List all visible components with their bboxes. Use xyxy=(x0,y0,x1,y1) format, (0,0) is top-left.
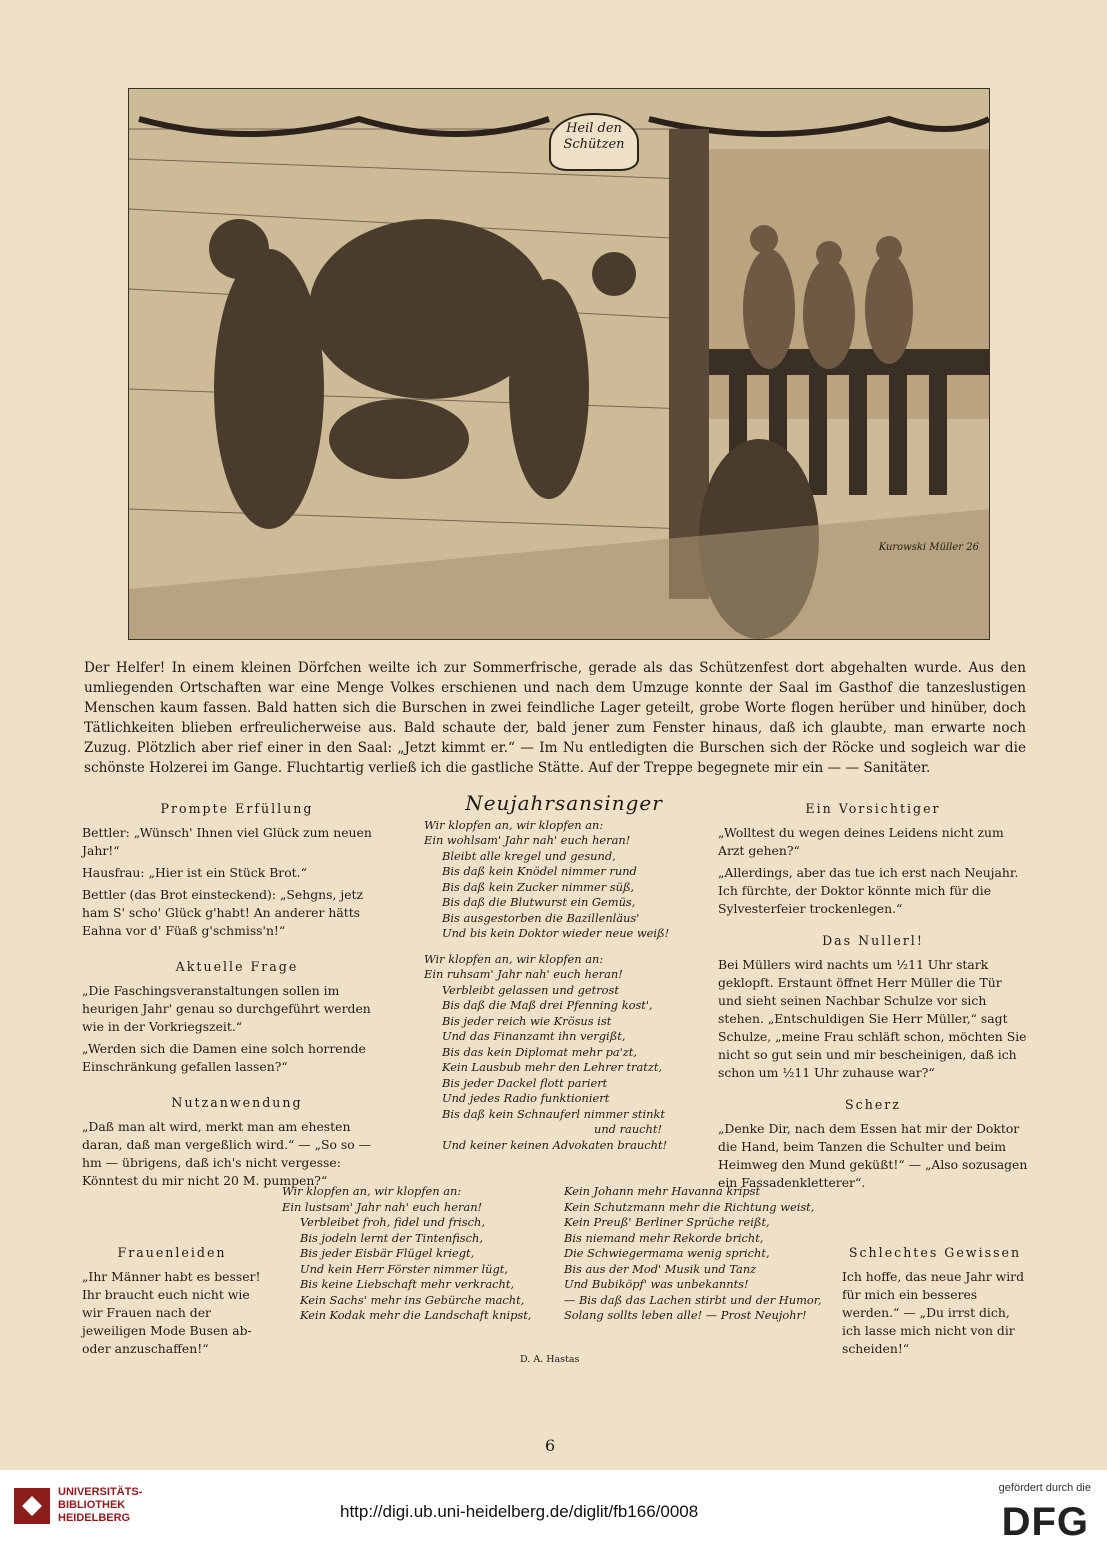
poem-line: Kein Kodak mehr die Landschaft knipst, xyxy=(300,1308,532,1322)
university-library-logo-icon xyxy=(14,1488,50,1524)
paragraph: „Wolltest du wegen deines Leidens nicht zum Arzt gehen?“ xyxy=(718,825,1004,858)
page-number: 6 xyxy=(545,1436,556,1455)
poem-line: Bis jeder Eisbär Flügel kriegt, xyxy=(300,1246,475,1260)
poem-line: Kein Sachs' mehr ins Gebürche macht, xyxy=(300,1292,525,1307)
poem-author: D. A. Hastas xyxy=(520,1354,580,1365)
poem-line: Bis jodeln lernt der Tintenfisch, xyxy=(300,1230,483,1245)
paragraph: Bettler (das Brot einsteckend): „Sehgns, jetz ham S' scho' Glück g'habt! An anderer hätts Eahna vor d' Füaß g'schmiss'n!“ xyxy=(82,887,364,938)
poem-line: Bis jeder Dackel flott pariert xyxy=(442,1075,608,1090)
poem-line: Bleibt alle kregel und gesund, xyxy=(442,848,616,863)
library-name-line: BIBLIOTHEK xyxy=(58,1499,126,1511)
paragraph: Bei Müllers wird nachts um ½11 Uhr stark geklopft. Erstaunt öffnet Herr Müller die Tür und sieht seinen Nachbar Schulze vor sich stehen. „Entschuldigen Sie Herr Müller,“ sagt Schulze, „meine Frau schläft schon, möchten Sie nicht so gut sein und mir bescheinigen, daß ich schon um ½11 Uhr zuhause war?“ xyxy=(718,957,1027,1080)
left-column xyxy=(82,796,392,1194)
illustration xyxy=(128,88,990,640)
poem-line: Bis daß kein Schnauferl nimmer stinkt xyxy=(442,1106,665,1121)
poem-line: Kein Preuß' Berliner Sprüche reißt, xyxy=(564,1215,770,1229)
heading-aktuelle-frage: Aktuelle Frage xyxy=(175,959,299,974)
poem-line: und raucht! xyxy=(594,1122,663,1136)
poem-line: Solang sollts leben alle! — Prost Neujohr! xyxy=(564,1308,807,1322)
dfg-logo: DFG xyxy=(1001,1500,1089,1544)
heading-frauenleiden: Frauenleiden xyxy=(117,1245,227,1260)
poem-line: Bis daß kein Knödel nimmer rund xyxy=(442,864,637,878)
poem-line: Und kein Herr Förster nimmer lügt, xyxy=(300,1261,508,1276)
poem-line: Ein ruhsam' Jahr nah' euch heran! xyxy=(424,967,623,981)
poem-line: Und jedes Radio funktioniert xyxy=(442,1091,610,1105)
library-name xyxy=(58,1486,142,1525)
poem-line: Kein Schutzmann mehr die Richtung weist, xyxy=(564,1199,815,1214)
poem-line: Kein Johann mehr Havanna kripst xyxy=(564,1184,761,1198)
poem-line: Wir klopfen an, wir klopfen an: xyxy=(424,817,604,832)
left-column-lower xyxy=(82,1240,262,1362)
footer xyxy=(0,1470,1107,1556)
paragraph: Ich hoffe, das neue Jahr wird für mich ein besseres werden.“ — „Du irrst dich, ich lasse mich nicht von dir scheiden!“ xyxy=(842,1269,1025,1356)
illustration-caption: Der Helfer! In einem kleinen Dörfchen weilte ich zur Sommerfrische, gerade als das Schützenfest dort abgehalten wurde. Aus den umliegenden Ortschaften war eine Menge Volkes erschienen und nach dem Umzuge konnte der Saal im Gasthof die tanzeslustigen Menschen kaum fassen. Bald hatten sich die Burschen in zwei feindliche Lager geteilt, grobe Worte flogen herüber und hinüber, doch Tätlichkeiten blieben erfreulicherweise aus. Bald schaute der, bald jener zum Fenster hinaus, daß ich glaubte, man erwarte noch Zuzug. Plötzlich aber rief einer in den Saal: „Jetzt kimmt er.“ — Im Nu entledigten die Burschen sich der Röcke und sogleich war die schönste Holzerei im Gange. Fluchtartig verließ ich die gastliche Stätte. Auf der Treppe begegnete mir ein — — Sanitäter. xyxy=(84,660,1026,776)
poem-line: Bis daß kein Zucker nimmer süß, xyxy=(442,879,635,894)
poem-line: Und Bubiköpf' was unbekannts! xyxy=(564,1277,749,1291)
poem-line: Bis daß die Blutwurst ein Gemüs, xyxy=(442,895,636,909)
artist-signature: Kurowski Müller 26 xyxy=(878,542,979,553)
poem-line: Und das Finanzamt ihn vergißt, xyxy=(442,1029,626,1043)
heading-ein-vorsichtiger: Ein Vorsichtiger xyxy=(805,801,941,816)
poem-line: Bis niemand mehr Rekorde bricht, xyxy=(564,1230,764,1245)
poem-line: Bis keine Liebschaft mehr verkracht, xyxy=(300,1277,515,1291)
heading-prompte-erfuellung: Prompte Erfüllung xyxy=(160,801,314,816)
paragraph: „Die Faschingsveranstaltungen sollen im heurigen Jahr' genau so durchgeführt werden wie in der Vorkriegszeit.“ xyxy=(82,983,371,1034)
poem-title: Neujahrsansinger xyxy=(465,791,663,815)
paragraph: Hausfrau: „Hier ist ein Stück Brot.“ xyxy=(82,865,307,880)
poem-line: Bis ausgestorben die Bazillenläus' xyxy=(442,910,640,925)
tavern-brawl-drawing xyxy=(129,89,989,639)
heading-das-nullerl: Das Nullerl! xyxy=(822,933,924,948)
source-url-link[interactable]: http://digi.ub.uni-heidelberg.de/diglit/fb166/0008 xyxy=(340,1502,699,1521)
heil-den-schuetzen-banner: Heil den Schützen xyxy=(549,113,639,171)
paragraph: „Denke Dir, nach dem Essen hat mir der Doktor die Hand, beim Tanzen die Schulter und beim Heimweg den Mund geküßt!“ — „Also sozusagen ein Fassadenkletterer“. xyxy=(718,1121,1028,1190)
poem-line: Die Schwiegermama wenig spricht, xyxy=(564,1246,770,1260)
poem-line: Bis daß die Maß drei Pfenning kost', xyxy=(442,998,653,1012)
paragraph: „Daß man alt wird, merkt man am ehesten daran, daß man vergeßlich wird.“ — „So so — hm — übrigens, daß ich's nicht vergesse: Könntest du mir nicht 20 M. pumpen?“ xyxy=(82,1119,372,1188)
paragraph: Bettler: „Wünsch' Ihnen viel Glück zum neuen Jahr!“ xyxy=(82,825,372,858)
right-column-lower xyxy=(842,1240,1028,1362)
poem-line: Bis aus der Mod' Musik und Tanz xyxy=(564,1261,757,1276)
poem-line: — Bis daß das Lachen stirbt und der Humor, xyxy=(564,1292,822,1307)
heading-scherz: Scherz xyxy=(845,1097,901,1112)
library-name-line: HEIDELBERG xyxy=(58,1512,131,1524)
poem-lower-left xyxy=(282,1184,552,1324)
heading-schlechtes-gewissen: Schlechtes Gewissen xyxy=(848,1245,1022,1260)
poem-line: Kein Lausbub mehr den Lehrer tratzt, xyxy=(442,1060,663,1074)
right-column xyxy=(718,796,1028,1196)
poem-line: Bis jeder reich wie Krösus ist xyxy=(442,1013,612,1028)
poem-line: Ein wohlsam' Jahr nah' euch heran! xyxy=(424,833,631,847)
paragraph: „Allerdings, aber das tue ich erst nach Neujahr. Ich fürchte, der Doktor könnte mich für die Sylvesterfeier trockenlegen.“ xyxy=(718,865,1019,916)
poem-line: Wir klopfen an, wir klopfen an: xyxy=(282,1184,462,1198)
poem-upper xyxy=(424,791,704,1153)
heading-nutzanwendung: Nutzanwendung xyxy=(171,1095,303,1110)
funded-by-label: gefördert durch die xyxy=(998,1482,1091,1494)
poem-line: Ein lustsam' Jahr nah' euch heran! xyxy=(282,1199,483,1214)
poem-line: Und keiner keinen Advokaten braucht! xyxy=(442,1137,668,1152)
poem-lower-right xyxy=(564,1184,834,1324)
poem-line: Und bis kein Doktor wieder neue weiß! xyxy=(442,926,670,940)
paragraph: „Werden sich die Damen eine solch horrende Einschränkung gefallen lassen?“ xyxy=(82,1041,366,1074)
poem-line: Bis das kein Diplomat mehr pa'zt, xyxy=(442,1044,637,1059)
paragraph: „Ihr Männer habt es besser! Ihr braucht euch nicht wie wir Frauen nach der jeweiligen Mode Busen ab- oder anzuschaffen!“ xyxy=(82,1269,261,1356)
library-name-line: UNIVERSITÄTS- xyxy=(58,1486,143,1498)
poem-line: Wir klopfen an, wir klopfen an: xyxy=(424,951,604,966)
poem-line: Verbleibt gelassen und getrost xyxy=(442,982,619,997)
poem-line: Verbleibet froh, fidel und frisch, xyxy=(300,1215,485,1229)
